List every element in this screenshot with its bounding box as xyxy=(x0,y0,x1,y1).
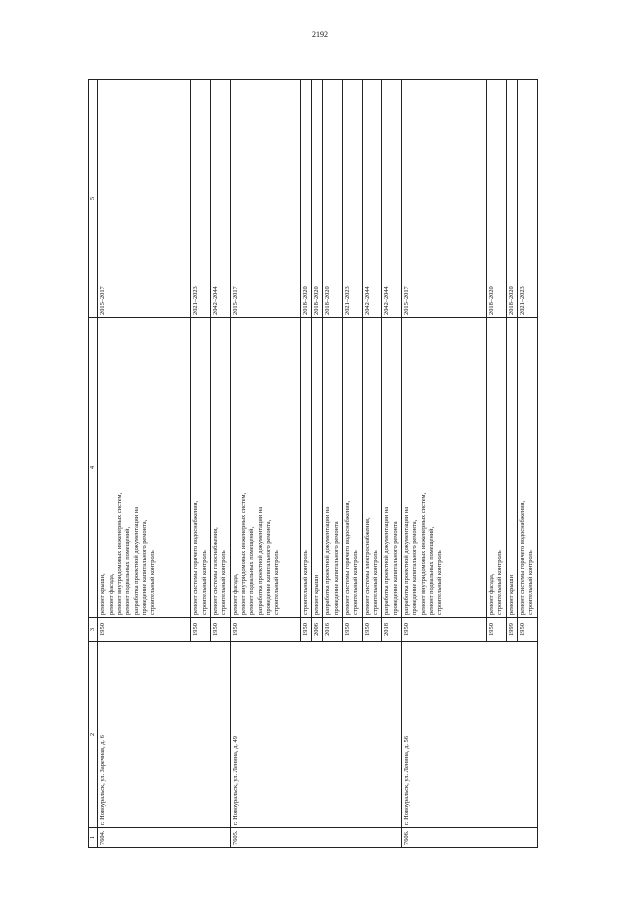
row-number: 7604. xyxy=(98,828,230,848)
work-line: ремонт внутридомовых инженерных систем, xyxy=(239,492,247,615)
work-line: проведение капитального ремонта xyxy=(332,521,340,615)
work-line: ремонт системы газоснабжения, xyxy=(211,527,219,615)
work-line: строительный контроль xyxy=(273,550,281,615)
year-cell: 1950 xyxy=(517,618,537,642)
period-cell: 2018–2020 xyxy=(506,80,517,318)
address-cell: г. Новоуральск, ул. Ленина, д. 49 xyxy=(230,642,401,828)
works-cell xyxy=(486,318,506,618)
work-line: разработка проектной документации на xyxy=(132,506,140,615)
table-row xyxy=(401,80,486,848)
work-line: ремонт фасада, xyxy=(231,573,239,615)
works-cell xyxy=(342,318,362,618)
works-cell xyxy=(300,318,311,618)
row-number: 7606. xyxy=(401,828,537,848)
year-cell: 2006 xyxy=(311,618,322,642)
year-cell: 2016 xyxy=(323,618,343,642)
work-line: строительный контроль xyxy=(149,550,157,615)
work-line: ремонт фасада, xyxy=(487,573,495,615)
work-line: ремонт подвальных помещений, xyxy=(427,526,435,615)
works-cell xyxy=(506,318,517,618)
works-cell xyxy=(323,318,343,618)
works-cell xyxy=(311,318,322,618)
period-cell: 2015–2017 xyxy=(98,80,191,318)
repair-schedule-table xyxy=(88,79,538,848)
work-line: ремонт системы горячего водоснабжения, xyxy=(518,500,526,615)
period-cell: 2042–2044 xyxy=(382,80,402,318)
header-col-1: 1 xyxy=(89,828,98,848)
year-cell: 1950 xyxy=(230,618,300,642)
period-cell: 2021–2023 xyxy=(517,80,537,318)
work-line: строительный контроль xyxy=(352,550,360,615)
work-line: строительный контроль xyxy=(496,550,504,615)
work-line: ремонт фасада, xyxy=(107,573,115,615)
work-line: строительный контроль xyxy=(301,550,309,615)
year-cell: 1950 xyxy=(300,618,311,642)
works-cell xyxy=(382,318,402,618)
address-cell: г. Новоуральск, ул. Заречная, д. 6 xyxy=(98,642,230,828)
table-body xyxy=(98,80,537,848)
work-line: разработка проектной документации на xyxy=(256,506,264,615)
header-col-3: 3 xyxy=(89,618,98,642)
work-line: строительный контроль xyxy=(220,550,228,615)
work-line: разработка проектной документации на xyxy=(402,506,410,615)
work-line: строительный контроль xyxy=(371,550,379,615)
page-number: 2192 xyxy=(312,30,328,39)
year-cell: 1950 xyxy=(98,618,191,642)
work-line: ремонт крыши xyxy=(312,574,320,615)
period-cell: 2015–2017 xyxy=(401,80,486,318)
work-line: разработка проектной документации на xyxy=(324,506,332,615)
work-line: ремонт системы электроснабжения, xyxy=(363,517,371,615)
works-cell xyxy=(401,318,486,618)
table-row xyxy=(230,80,300,848)
work-line: проведение капитального ремонта, xyxy=(264,519,272,615)
work-line: проведение капитального ремонта, xyxy=(411,519,419,615)
work-line: ремонт крыши xyxy=(507,574,515,615)
period-cell: 2015–2017 xyxy=(230,80,300,318)
period-cell: 2042–2044 xyxy=(362,80,382,318)
work-line: строительный контроль xyxy=(436,550,444,615)
year-cell: 1950 xyxy=(210,618,230,642)
works-cell xyxy=(210,318,230,618)
period-cell: 2018–2020 xyxy=(311,80,322,318)
period-cell: 2018–2020 xyxy=(300,80,311,318)
header-col-5: 5 xyxy=(89,80,98,318)
period-cell: 2021–2023 xyxy=(342,80,362,318)
header-col-4: 4 xyxy=(89,318,98,618)
year-cell: 1999 xyxy=(506,618,517,642)
work-line: ремонт внутридомовых инженерных систем, xyxy=(115,492,123,615)
work-line: ремонт системы горячего водоснабжения, xyxy=(343,500,351,615)
works-cell xyxy=(362,318,382,618)
work-line: разработка проектной документации на xyxy=(383,506,391,615)
year-cell: 1950 xyxy=(342,618,362,642)
row-number: 7605. xyxy=(230,828,401,848)
header-col-2: 2 xyxy=(89,642,98,828)
table-row xyxy=(98,80,191,848)
works-cell xyxy=(191,318,211,618)
works-cell xyxy=(517,318,537,618)
period-cell: 2021–2023 xyxy=(191,80,211,318)
year-cell: 1950 xyxy=(401,618,486,642)
work-line: ремонт системы горячего водоснабжения, xyxy=(192,500,200,615)
work-line: ремонт подвальных помещений, xyxy=(124,526,132,615)
works-cell xyxy=(98,318,191,618)
year-cell: 2018 xyxy=(382,618,402,642)
period-cell: 2018–2020 xyxy=(323,80,343,318)
work-line: проведение капитального ремонта xyxy=(391,521,399,615)
year-cell: 1950 xyxy=(362,618,382,642)
work-line: ремонт подвальных помещений, xyxy=(248,526,256,615)
address-cell: г. Новоуральск, ул. Ленина, д. 56 xyxy=(401,642,537,828)
rotated-table-wrapper xyxy=(88,80,554,848)
work-line: строительный контроль xyxy=(200,550,208,615)
work-line: ремонт крыши, xyxy=(99,573,107,615)
work-line: строительный контроль xyxy=(527,550,535,615)
header-row xyxy=(89,80,98,848)
year-cell: 1950 xyxy=(191,618,211,642)
work-line: ремонт внутридомовых инженерных систем, xyxy=(419,492,427,615)
works-cell xyxy=(230,318,300,618)
period-cell: 2042–2044 xyxy=(210,80,230,318)
year-cell: 1950 xyxy=(486,618,506,642)
period-cell: 2018–2020 xyxy=(486,80,506,318)
work-line: проведение капитального ремонта, xyxy=(140,519,148,615)
